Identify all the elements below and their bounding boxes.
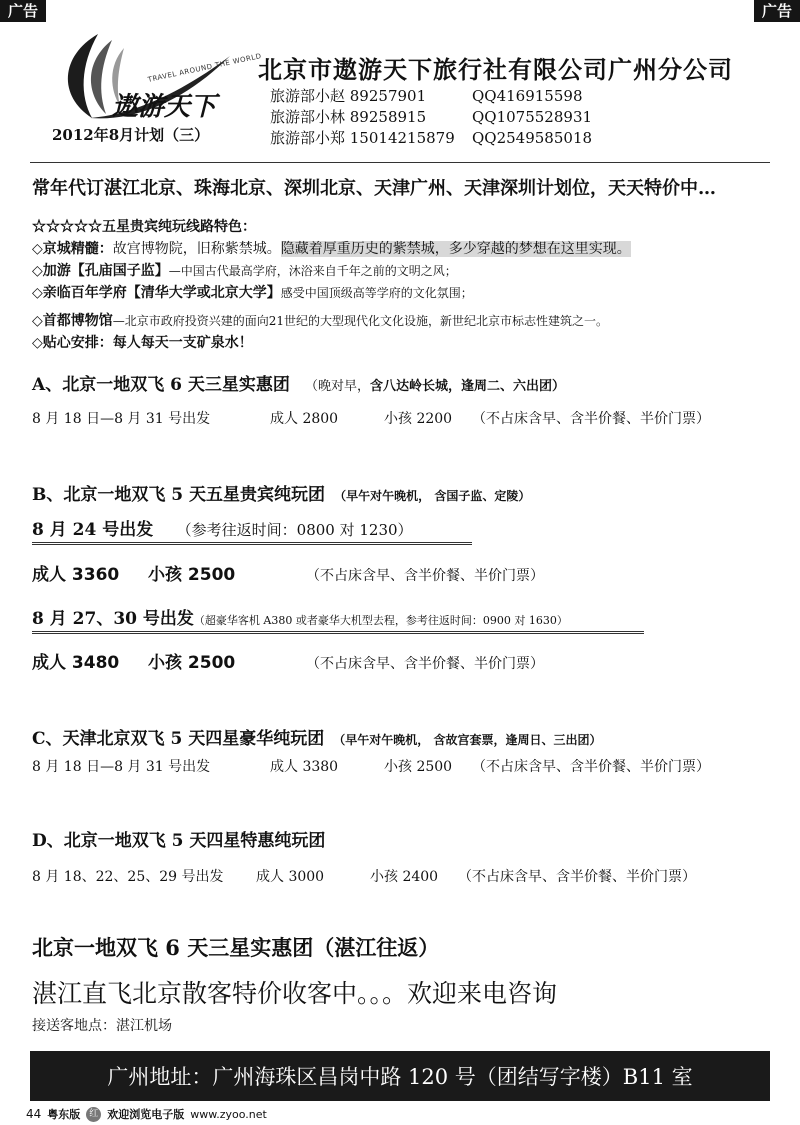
tour-a-price-row <box>32 408 710 428</box>
tour-title: A、北京一地双飞 6 天三星实惠团 <box>32 375 290 395</box>
address-text: 广州地址：广州海珠区昌岗中路 120 号（团结写字楼）B11 室 <box>107 1065 693 1089</box>
adult-price: 成人 3380 <box>270 759 339 775</box>
ad-tag-left: 广告 <box>0 0 46 22</box>
tour-b-price-row-1 <box>32 560 544 585</box>
company-logo <box>50 26 263 144</box>
departure-time: （参考往返时间：0800 对 1230） <box>176 521 413 539</box>
contact-list <box>270 86 592 149</box>
feature-item <box>32 282 631 304</box>
feature-title: ☆☆☆☆☆五星贵宾纯玩线路特色： <box>32 219 256 235</box>
price-terms: （不占床含早、含半价餐、半价门票） <box>306 656 544 672</box>
tour-d-price-row <box>32 866 696 886</box>
footer-slogan: 欢迎浏览电子版 <box>107 1108 185 1121</box>
edition-label: 粤东版 <box>47 1108 81 1121</box>
feature-item <box>32 260 631 282</box>
zhanjiang-title: 北京一地双飞 6 天三星实惠团（湛江往返） <box>32 935 440 960</box>
tour-b-heading <box>32 480 530 505</box>
feature-item <box>32 310 631 332</box>
seal-icon: 红 <box>86 1107 101 1122</box>
tour-note-bold: 含八达岭长城，逢周二、六出团） <box>369 379 565 394</box>
contact-qq: QQ2549585018 <box>472 129 593 147</box>
header-divider <box>30 162 770 163</box>
ad-tag-right: 广告 <box>754 0 800 22</box>
logo-brand: 遨游天下 <box>112 92 217 122</box>
price-terms: （不占床含早、含半价餐、半价门票） <box>458 869 696 885</box>
tour-dates: 8 月 18、22、25、29 号出发 <box>32 869 224 885</box>
departure-date: 8 月 24 号出发 <box>32 520 154 540</box>
tour-b-price-row-2 <box>32 648 544 673</box>
zhanjiang-promo: 湛江直飞北京散客特价收客中。。。欢迎来电咨询 <box>32 979 558 1008</box>
contact-name: 旅游部小郑 15014215879 <box>270 129 455 147</box>
pickup-location: 接送客地点：湛江机场 <box>32 1018 172 1034</box>
child-price: 小孩 2500 <box>148 565 236 585</box>
departure-note: （超豪华客机 A380 或者豪华大机型去程，参考往返时间：0900 对 1630） <box>193 614 568 627</box>
adult-price: 成人 3000 <box>256 869 325 885</box>
feature-label: ◇首都博物馆 <box>32 313 113 329</box>
feature-text: 感受中国顶级高等学府的文化氛围； <box>280 286 473 300</box>
feature-label: ◇亲临百年学府【清华大学或北京大学】 <box>32 285 281 301</box>
child-price: 小孩 2500 <box>384 759 453 775</box>
tour-note: （早午对午晚机， 含故宫套票，逢周日、三出团） <box>333 733 602 747</box>
adult-price: 成人 2800 <box>270 411 339 427</box>
contact-row <box>270 128 592 149</box>
address-banner <box>30 1051 770 1101</box>
contact-qq: QQ416915598 <box>472 87 583 105</box>
tour-c-heading <box>32 724 601 749</box>
feature-label: ◇京城精髓： <box>32 241 113 257</box>
feature-highlight: 隐藏着厚重历史的紫禁城，多少穿越的梦想在这里实现。 <box>280 241 631 257</box>
feature-text: —中国古代最高学府，沐浴来自千年之前的文明之风； <box>168 264 457 278</box>
tour-title: C、天津北京双飞 5 天四星豪华纯玩团 <box>32 729 325 749</box>
tour-b-departure-1 <box>32 515 472 545</box>
tour-note: （早午对午晚机， 含国子监、定陵） <box>334 489 531 503</box>
feature-text: —北京市政府投资兴建的面向21世纪的大型现代化文化设施，新世纪北京市标志性建筑之一。 <box>112 314 609 328</box>
feature-text: 故宫博物院，旧称紫禁城。 <box>112 241 281 257</box>
contact-qq: QQ1075528931 <box>472 108 593 126</box>
child-price: 小孩 2400 <box>370 869 439 885</box>
tour-dates: 8 月 18 日—8 月 31 号出发 <box>32 411 211 427</box>
plan-label: 2012年8月计划（三） <box>52 126 210 144</box>
feature-label: ◇加游【孔庙国子监】 <box>32 263 169 279</box>
company-name: 北京市遨游天下旅行社有限公司广州分公司 <box>258 55 733 84</box>
contact-row <box>270 107 592 128</box>
feature-item: ◇贴心安排：每人每天一支矿泉水！ <box>32 335 253 351</box>
departure-date: 8 月 27、30 号出发 <box>32 609 194 629</box>
contact-row <box>270 86 592 107</box>
feature-list <box>32 216 631 354</box>
headline: 常年代订湛江北京、珠海北京、深圳北京、天津广州、天津深圳计划位，天天特价中… <box>32 178 716 199</box>
tour-c-price-row <box>32 756 710 776</box>
logo-tagline: TRAVEL AROUND THE WORLD <box>147 51 263 84</box>
tour-dates: 8 月 18 日—8 月 31 号出发 <box>32 759 211 775</box>
adult-price: 成人 3360 <box>32 565 120 585</box>
feature-item <box>32 238 631 260</box>
child-price: 小孩 2500 <box>148 653 236 673</box>
adult-price: 成人 3480 <box>32 653 120 673</box>
contact-name: 旅游部小林 89258915 <box>270 108 427 126</box>
price-terms: （不占床含早、含半价餐、半价门票） <box>472 759 710 775</box>
tour-note: （晚对早， <box>304 379 370 394</box>
page-footer <box>26 1106 267 1122</box>
price-terms: （不占床含早、含半价餐、半价门票） <box>306 568 544 584</box>
tour-title: B、北京一地双飞 5 天五星贵宾纯玩团 <box>32 485 326 505</box>
price-terms: （不占床含早、含半价餐、半价门票） <box>472 411 710 427</box>
contact-name: 旅游部小赵 89257901 <box>270 87 427 105</box>
tour-a-heading <box>32 370 565 395</box>
footer-url[interactable]: www.zyoo.net <box>190 1107 267 1121</box>
tour-d-heading <box>32 826 325 851</box>
tour-b-departure-2 <box>32 604 644 634</box>
tour-title: D、北京一地双飞 5 天四星特惠纯玩团 <box>32 831 326 851</box>
page-number: 44 <box>26 1107 42 1121</box>
child-price: 小孩 2200 <box>384 411 453 427</box>
